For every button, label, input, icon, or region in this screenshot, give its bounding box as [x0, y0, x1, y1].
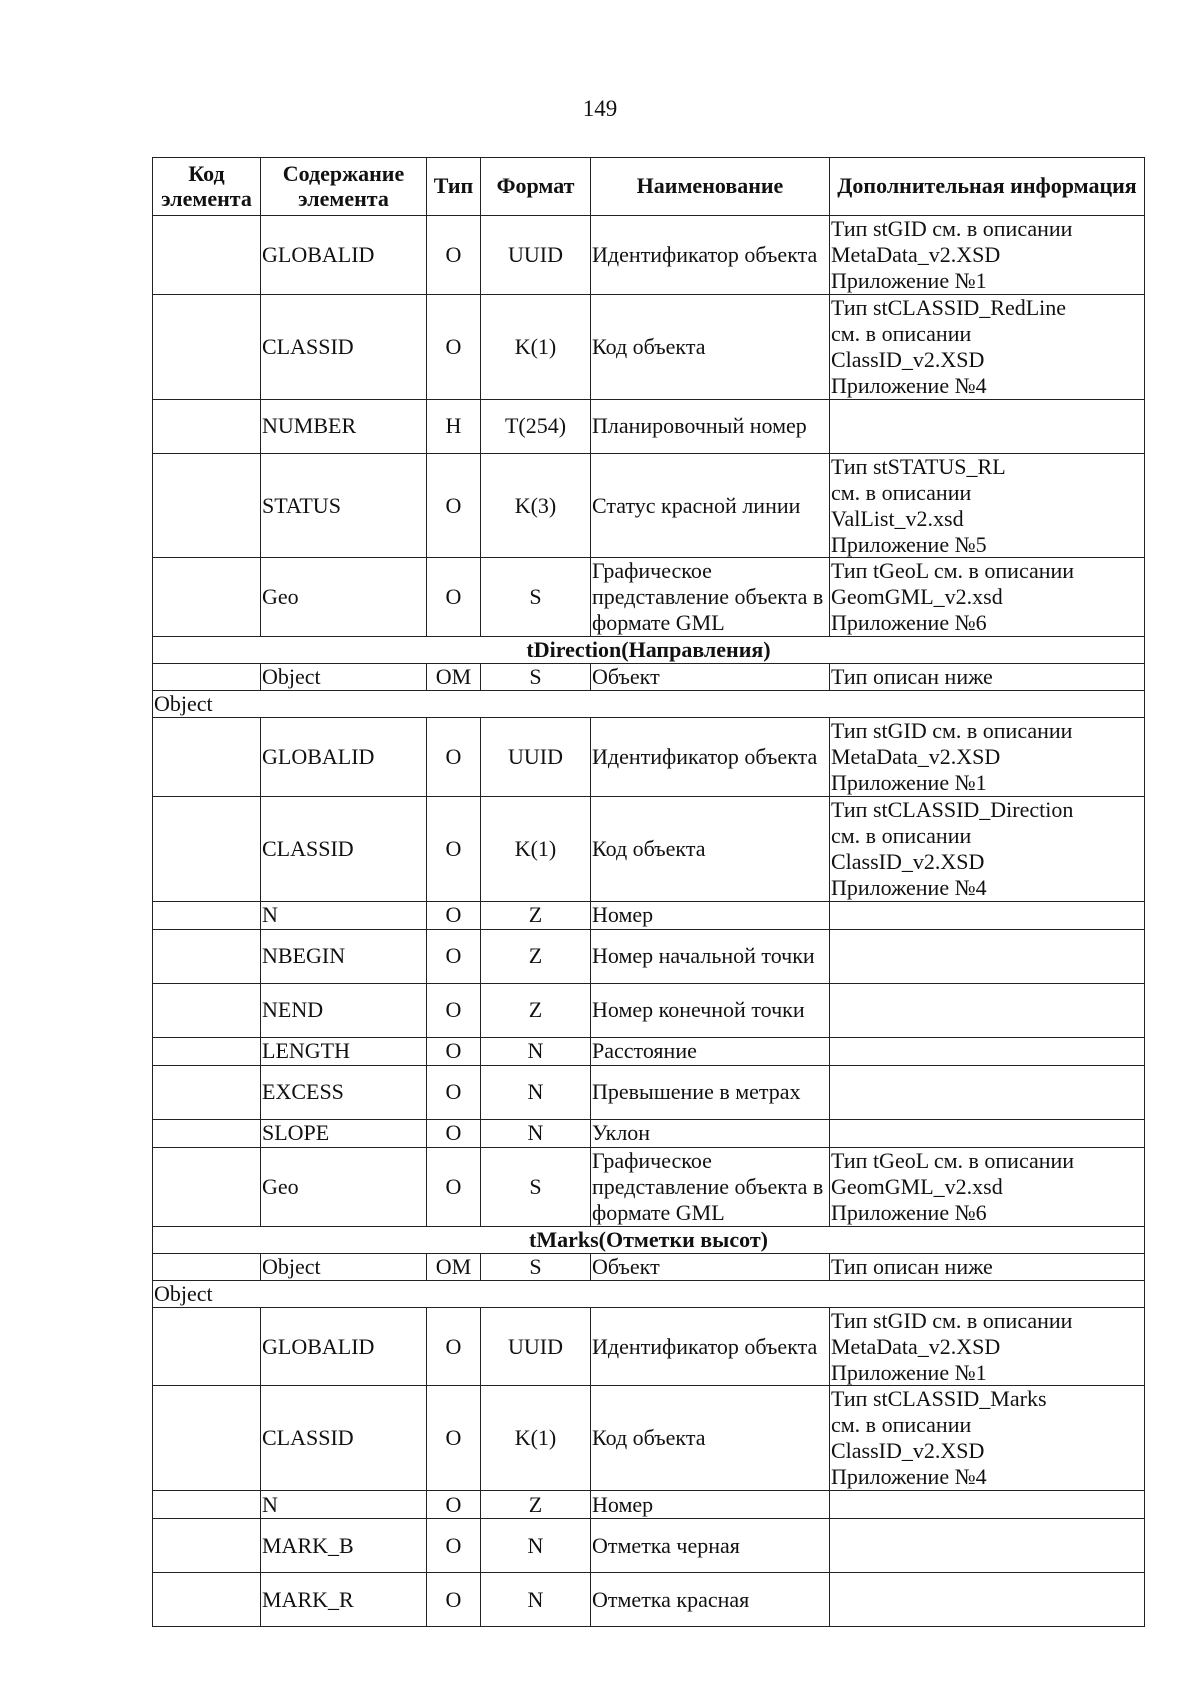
info-line: GeomGML_v2.xsd: [831, 1173, 1003, 1199]
info-line: Тип stGID см. в описании: [831, 216, 1073, 241]
format-cell: N: [481, 1119, 591, 1147]
type-cell: О: [427, 1386, 481, 1491]
name-cell: Графическое представление объекта в формате GML: [591, 1147, 830, 1226]
format-cell: N: [481, 1065, 591, 1119]
name-cell: Графическое представление объекта в формате GML: [591, 558, 830, 637]
info-line: см. в описании: [831, 823, 972, 849]
format-cell: N: [481, 1037, 591, 1065]
info-line: Приложение №1: [831, 1359, 987, 1385]
type-cell: О: [427, 453, 481, 558]
code-cell: [153, 399, 261, 453]
format-cell: Z: [481, 901, 591, 929]
table-row: [153, 797, 1145, 902]
content-cell: NBEGIN: [261, 929, 427, 983]
type-cell: О: [427, 1491, 481, 1519]
name-cell: Уклон: [591, 1119, 830, 1147]
table-row: [153, 983, 1145, 1037]
info-cell: [830, 1491, 1145, 1519]
format-cell: N: [481, 1519, 591, 1573]
format-cell: N: [481, 1573, 591, 1627]
name-cell: Код объекта: [591, 797, 830, 902]
content-cell: MARK_B: [261, 1519, 427, 1573]
info-line: Тип stGID см. в описании: [831, 718, 1073, 744]
format-cell: UUID: [481, 718, 591, 797]
type-cell: О: [427, 294, 481, 399]
info-line: ClassID_v2.XSD: [831, 346, 985, 372]
table-row: [153, 1065, 1145, 1119]
content-cell: CLASSID: [261, 294, 427, 399]
info-line: Приложение №6: [831, 610, 987, 636]
type-cell: О: [427, 1147, 481, 1226]
type-cell: ОМ: [427, 664, 481, 691]
name-cell: Превышение в метрах: [591, 1065, 830, 1119]
info-cell: Тип описан ниже: [830, 664, 1145, 691]
info-line: GeomGML_v2.xsd: [831, 584, 1003, 610]
name-cell: Планировочный номер: [591, 399, 830, 453]
header-content: Содержание элемента: [261, 158, 427, 216]
format-cell: T(254): [481, 399, 591, 453]
content-cell: MARK_R: [261, 1573, 427, 1627]
table-row: [153, 1491, 1145, 1519]
info-line: Тип stCLASSID_RedLine: [831, 294, 1067, 320]
header-code: Код элемента: [153, 158, 261, 216]
name-cell: Номер начальной точки: [591, 929, 830, 983]
format-cell: S: [481, 664, 591, 691]
code-cell: [153, 1147, 261, 1226]
code-cell: [153, 983, 261, 1037]
content-cell: N: [261, 901, 427, 929]
info-line: см. в описании: [831, 1412, 972, 1438]
format-cell: Z: [481, 1491, 591, 1519]
name-cell: Номер конечной точки: [591, 983, 830, 1037]
type-cell: О: [427, 1519, 481, 1573]
table-row: [153, 1307, 1145, 1386]
type-cell: О: [427, 1307, 481, 1386]
type-cell: О: [427, 929, 481, 983]
table-row: [153, 1573, 1145, 1627]
info-line: MetaData_v2.XSD: [831, 744, 1001, 770]
type-cell: О: [427, 1037, 481, 1065]
code-cell: [153, 929, 261, 983]
format-cell: S: [481, 558, 591, 637]
code-cell: [153, 1307, 261, 1386]
info-cell: [830, 294, 1145, 399]
info-line: Приложение №4: [831, 874, 987, 900]
info-line: ClassID_v2.XSD: [831, 848, 985, 874]
group-label: Object: [153, 691, 1145, 718]
type-cell: О: [427, 983, 481, 1037]
table-row: [153, 1147, 1145, 1226]
code-cell: [153, 1386, 261, 1491]
info-cell: [830, 1147, 1145, 1226]
table-row: [153, 1519, 1145, 1573]
content-cell: Object: [261, 1253, 427, 1280]
code-cell: [153, 1519, 261, 1573]
header-row: [153, 158, 1145, 216]
code-cell: [153, 558, 261, 637]
info-line: Тип stCLASSID_Direction: [831, 797, 1074, 823]
code-cell: [153, 294, 261, 399]
info-cell: [830, 797, 1145, 902]
object-row: [153, 1253, 1145, 1280]
info-line: Тип stGID см. в описании: [831, 1307, 1073, 1333]
info-cell: [830, 1386, 1145, 1491]
table-row: [153, 1037, 1145, 1065]
code-cell: [153, 1253, 261, 1280]
info-line: Тип stCLASSID_Marks: [831, 1386, 1047, 1412]
header-name: Наименование: [591, 158, 830, 216]
page-number: 149: [582, 96, 618, 121]
content-cell: N: [261, 1491, 427, 1519]
header-format: Формат: [481, 158, 591, 216]
content-cell: CLASSID: [261, 1386, 427, 1491]
info-line: Тип tGeoL см. в описании: [831, 1147, 1075, 1173]
name-cell: Номер: [591, 901, 830, 929]
info-line: см. в описании: [831, 320, 972, 346]
format-cell: UUID: [481, 216, 591, 295]
table-row: [153, 558, 1145, 637]
name-cell: Идентификатор объекта: [591, 718, 830, 797]
code-cell: [153, 664, 261, 691]
info-line: Тип tGeoL см. в описании: [831, 558, 1075, 584]
info-line: Приложение №1: [831, 770, 987, 796]
type-cell: ОМ: [427, 1253, 481, 1280]
name-cell: Объект: [591, 664, 830, 691]
format-cell: S: [481, 1253, 591, 1280]
code-cell: [153, 1119, 261, 1147]
format-cell: UUID: [481, 1307, 591, 1386]
table-row: [153, 1386, 1145, 1491]
type-cell: О: [427, 216, 481, 295]
content-cell: STATUS: [261, 453, 427, 558]
group-label-row: [153, 1280, 1145, 1307]
table-row: [153, 294, 1145, 399]
table-row: [153, 929, 1145, 983]
type-cell: Н: [427, 399, 481, 453]
content-cell: GLOBALID: [261, 216, 427, 295]
table-row: [153, 901, 1145, 929]
info-line: ValList_v2.xsd: [831, 505, 964, 531]
group-label-row: [153, 691, 1145, 718]
code-cell: [153, 1573, 261, 1627]
code-cell: [153, 797, 261, 902]
content-cell: NEND: [261, 983, 427, 1037]
code-cell: [153, 216, 261, 295]
table-row: [153, 399, 1145, 453]
code-cell: [153, 1065, 261, 1119]
info-line: см. в описании: [831, 479, 972, 505]
info-cell: [830, 718, 1145, 797]
group-label: Object: [153, 1280, 1145, 1307]
name-cell: Отметка черная: [591, 1519, 830, 1573]
info-line: Приложение №4: [831, 372, 987, 398]
format-cell: Z: [481, 929, 591, 983]
name-cell: Отметка красная: [591, 1573, 830, 1627]
type-cell: О: [427, 1119, 481, 1147]
name-cell: Код объекта: [591, 1386, 830, 1491]
object-row: [153, 664, 1145, 691]
content-cell: SLOPE: [261, 1119, 427, 1147]
info-cell: [830, 216, 1145, 295]
type-cell: О: [427, 718, 481, 797]
type-cell: О: [427, 901, 481, 929]
element-spec-table: [152, 157, 1145, 1627]
info-line: ClassID_v2.XSD: [831, 1438, 985, 1464]
section-title-row: [153, 637, 1145, 664]
format-cell: K(3): [481, 453, 591, 558]
type-cell: О: [427, 1065, 481, 1119]
content-cell: GLOBALID: [261, 718, 427, 797]
info-cell: [830, 399, 1145, 453]
table-row: [153, 453, 1145, 558]
header-type: Тип: [427, 158, 481, 216]
code-cell: [153, 453, 261, 558]
name-cell: Объект: [591, 1253, 830, 1280]
table-row: [153, 718, 1145, 797]
content-cell: GLOBALID: [261, 1307, 427, 1386]
code-cell: [153, 718, 261, 797]
name-cell: Идентификатор объекта: [591, 1307, 830, 1386]
info-cell: [830, 983, 1145, 1037]
info-line: Приложение №4: [831, 1464, 987, 1490]
table-row: [153, 1119, 1145, 1147]
content-cell: CLASSID: [261, 797, 427, 902]
content-cell: NUMBER: [261, 399, 427, 453]
info-cell: [830, 1573, 1145, 1627]
info-cell: [830, 558, 1145, 637]
info-cell: [830, 453, 1145, 558]
section-title-row: [153, 1226, 1145, 1253]
type-cell: О: [427, 1573, 481, 1627]
info-line: MetaData_v2.XSD: [831, 241, 1001, 267]
content-cell: Object: [261, 664, 427, 691]
info-line: Приложение №5: [831, 531, 987, 557]
info-line: Тип stSTATUS_RL: [831, 453, 1006, 479]
content-cell: Geo: [261, 558, 427, 637]
content-cell: LENGTH: [261, 1037, 427, 1065]
section-title: tDirection(Направления): [153, 637, 1145, 664]
format-cell: Z: [481, 983, 591, 1037]
content-cell: Geo: [261, 1147, 427, 1226]
format-cell: K(1): [481, 797, 591, 902]
section-title: tMarks(Отметки высот): [153, 1226, 1145, 1253]
name-cell: Код объекта: [591, 294, 830, 399]
info-cell: [830, 1065, 1145, 1119]
code-cell: [153, 1491, 261, 1519]
type-cell: О: [427, 558, 481, 637]
info-cell: Тип описан ниже: [830, 1253, 1145, 1280]
type-cell: О: [427, 797, 481, 902]
code-cell: [153, 1037, 261, 1065]
info-line: Приложение №6: [831, 1199, 987, 1225]
table-row: [153, 216, 1145, 295]
info-line: Приложение №1: [831, 267, 987, 293]
header-info: Дополнительная информация: [830, 158, 1145, 216]
info-cell: [830, 1037, 1145, 1065]
format-cell: K(1): [481, 294, 591, 399]
name-cell: Идентификатор объекта: [591, 216, 830, 295]
info-cell: [830, 1519, 1145, 1573]
info-cell: [830, 901, 1145, 929]
code-cell: [153, 901, 261, 929]
info-cell: [830, 1119, 1145, 1147]
table-body: [153, 216, 1145, 1627]
info-cell: [830, 1307, 1145, 1386]
name-cell: Расстояние: [591, 1037, 830, 1065]
info-line: MetaData_v2.XSD: [831, 1333, 1001, 1359]
format-cell: S: [481, 1147, 591, 1226]
name-cell: Статус красной линии: [591, 453, 830, 558]
info-cell: [830, 929, 1145, 983]
content-cell: EXCESS: [261, 1065, 427, 1119]
format-cell: K(1): [481, 1386, 591, 1491]
name-cell: Номер: [591, 1491, 830, 1519]
